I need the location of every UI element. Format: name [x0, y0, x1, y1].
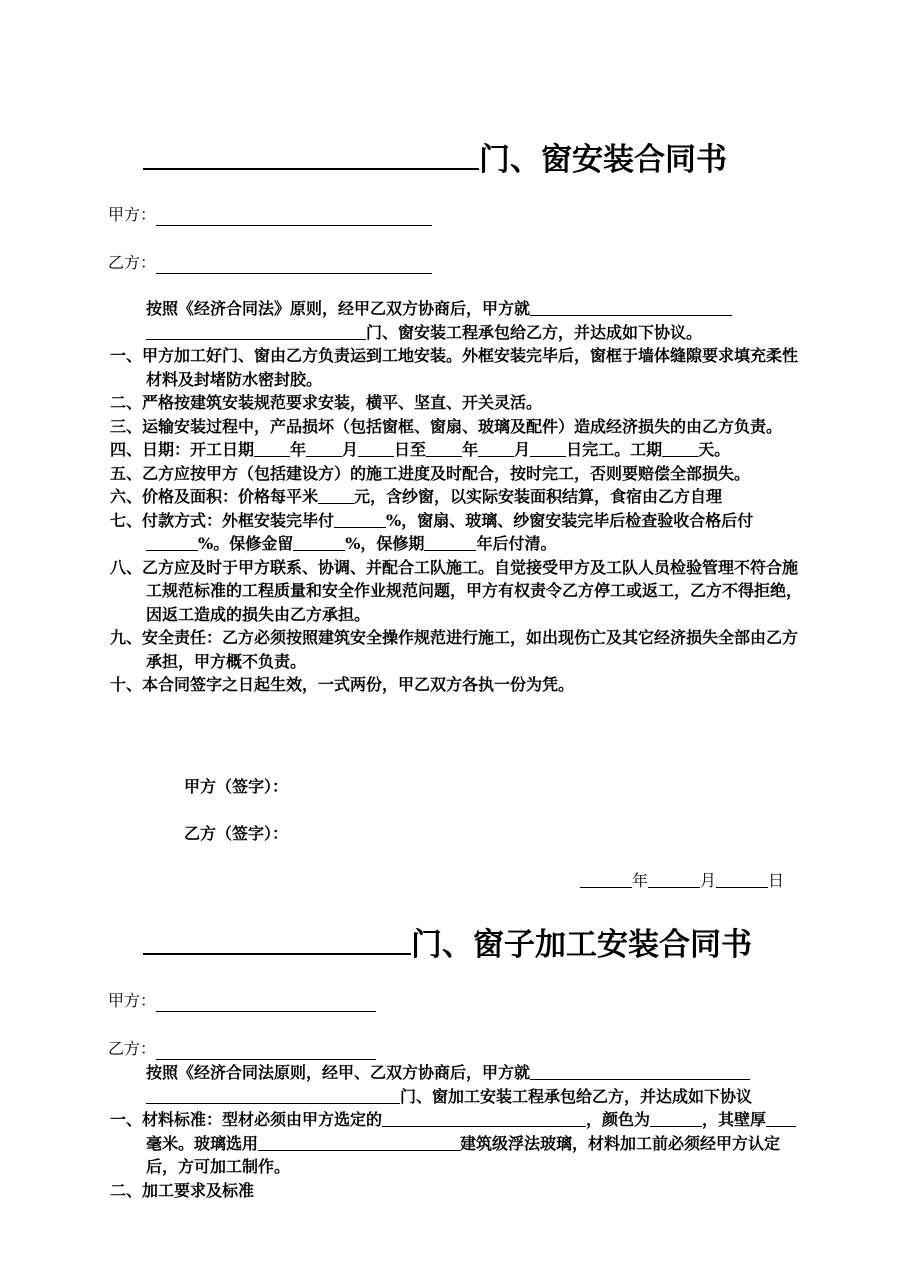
contract1-body [110, 297, 802, 697]
intro-paragraph-2: 门、窗安装工程承包给乙方，并达成如下协议。 [110, 321, 802, 345]
clause-3: 三、运输安装过程中，产品损坏（包括窗框、窗扇、玻璃及配件）造成经济损失的由乙方负责。 [110, 416, 783, 436]
intro-paragraph: 按照《经济合同法》原则，经甲乙双方协商后，甲方就 [110, 297, 802, 321]
clause-7: 七、付款方式：外框安装完毕付 %，窗扇、玻璃、纱窗安装完毕后检查验收合格后付%。保修金留 %，保修期 年后付清。 [110, 510, 754, 553]
clause-4: 四、日期：开工日期 年 月 日至 年 月 日完工。工期 天。 [110, 440, 731, 459]
signature-party-b: 乙方（签字）： [184, 824, 289, 843]
clause-1: 一、材料标准：型材必须由甲方选定的 ，颜色为 ，其壁厚毫米。玻璃选用 建筑级浮法玻璃，材料加工前必须经甲方认定后，方可加工制作。 [110, 1108, 802, 1179]
title-blank-line [143, 921, 411, 955]
contract2-body [110, 1061, 802, 1202]
title-blank-line [143, 136, 479, 170]
party-a-blank [156, 207, 432, 226]
clause-6: 六、价格及面积：价格每平米 元，含纱窗，以实际安装面积结算，食宿由乙方自理 [110, 487, 723, 506]
contract2-party-a: 甲方： [108, 990, 376, 1012]
contract1-party-b [108, 252, 432, 274]
contract2-party-b: 乙方： [108, 1038, 376, 1060]
clause-2: 二、加工要求及标准 [110, 1180, 255, 1200]
contract2-title: 门、窗子加工安装合同书 [143, 921, 752, 965]
project-blank-2 [146, 322, 366, 340]
intro-paragraph: 按照《经济合同法原则，经甲、乙双方协商后，甲方就 [110, 1061, 802, 1085]
party-b-blank [156, 255, 432, 274]
project-blank [530, 298, 732, 316]
clause-1: 一、甲方加工好门、窗由乙方负责运到工地安装。外框安装完毕后，窗框于墙体缝隙要求填充柔性材料及封堵防水密封胶。 [110, 346, 799, 389]
clause-5: 五、乙方应按甲方（包括建设方）的施工进度及时配合，按时完工，否则要赔偿全部损失。 [110, 463, 751, 483]
party-a-label: 甲方： [108, 205, 157, 224]
price-blank [318, 486, 354, 504]
clause-2: 二、严格按建筑安装规范要求安装，横平、坚直、开关灵活。 [110, 393, 543, 412]
clause-9: 九、安全责任：乙方必须按照建筑安全操作规范进行施工，如出现伤亡及其它经济损失全部由乙方承担，甲方概不负责。 [110, 628, 799, 671]
party-b-label: 乙方： [108, 253, 157, 272]
clause-10: 十、本合同签字之日起生效，一式两份，甲乙双方各执一份为凭。 [110, 675, 575, 694]
intro-paragraph-2: 门、窗加工安装工程承包给乙方，并达成如下协议 [110, 1085, 802, 1109]
contract1-party-a [108, 204, 432, 226]
signature-party-a: 甲方（签字）： [184, 777, 289, 796]
signing-date: 年 月 日 [580, 870, 784, 892]
contract1-title: 门、窗安装合同书 [143, 136, 727, 180]
clause-8: 八、乙方应及时于甲方联系、协调、并配合工队施工。自觉接受甲方及工队人员检验管理不符合施工规范标准的工程质量和安全作业规范问题，甲方有权责令乙方停工或返工，乙方不得拒绝，因返工造成的损失由乙方承担。 [110, 557, 803, 624]
